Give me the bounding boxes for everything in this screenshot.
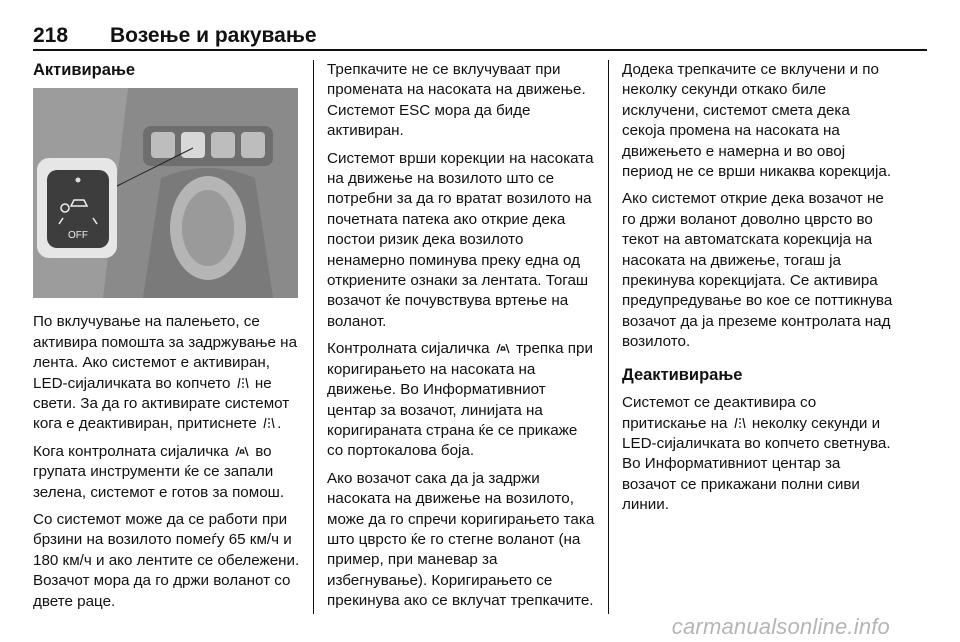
paragraph-6 bbox=[327, 339, 597, 461]
console-illustration bbox=[33, 88, 298, 298]
text: Кога контролната сијаличка bbox=[33, 442, 229, 460]
text: неколку секунди и LED-сијаличката во копчето светнува. Во Информативниот центар за возачот се прикажани полни сиви линии. bbox=[622, 414, 891, 514]
text: Системот се деактивира со притискање на bbox=[622, 394, 817, 432]
lane-assist-button-icon bbox=[237, 377, 249, 389]
text: во групата инструменти ќе се запали зелена, системот е готов за помош. bbox=[33, 442, 285, 501]
heading-deactivation: Деактивирање bbox=[622, 365, 743, 384]
paragraph-7: Ако возачот сака да ја задржи насоката на движење на возилото, може да го спречи коригирањето така што цврсто ќе го стегне воланот (на пример, при маневар за избегнување). Коригирањето се прекинува ако се вклучат трепкачите. bbox=[327, 469, 595, 610]
paragraph-9: Ако системот открие дека возачот не го држи воланот доволно цврсто во текот на автоматската корекција на насоката на движење, тогаш ја прекинува корекцијата. Се активира предупредување во кое се поттикнува возачот да ја преземе контролата над возилото. bbox=[622, 190, 893, 351]
header-rule bbox=[33, 49, 927, 51]
paragraph-1 bbox=[33, 312, 303, 434]
page-header bbox=[33, 24, 317, 48]
lane-assist-button-icon bbox=[263, 417, 275, 429]
text: не свети. За да го активирате системот кога е деактивиран, притиснете bbox=[33, 374, 290, 433]
column-divider-2 bbox=[608, 60, 609, 614]
text: По вклучување на палењето, се активира помошта за задржување на лента. Ако системот е активиран, LED-сијаличката во копчето bbox=[33, 313, 298, 392]
paragraph-2 bbox=[33, 442, 303, 503]
page-number: 218 bbox=[33, 24, 69, 47]
section-title: Возење и ракување bbox=[110, 24, 317, 47]
column-3 bbox=[622, 60, 894, 523]
paragraph-10 bbox=[622, 393, 894, 515]
column-2 bbox=[327, 60, 597, 619]
console-photo bbox=[33, 88, 298, 298]
lane-assist-button-icon bbox=[734, 417, 746, 429]
column-divider-1 bbox=[313, 60, 314, 614]
heading-activation: Активирање bbox=[33, 61, 136, 79]
button-off-label: OFF bbox=[68, 230, 88, 242]
paragraph-3: Со системот може да се работи при брзини на возилото помеѓу 65 км/ч и 180 км/ч и ако лентите се обележени. Возачот мора да го држи воланот со двете раце. bbox=[33, 511, 300, 610]
paragraph-8: Додека трепкачите се вклучени и по неколку секунди откако биле исклучени, системот смета дека секоја промена на насоката на движењето е намерна и во овој период не се врши никаква корекција. bbox=[622, 61, 892, 181]
watermark: carmanualsonline.info bbox=[671, 614, 890, 639]
column-1 bbox=[33, 60, 303, 619]
lane-assist-lamp-icon bbox=[235, 445, 249, 457]
text: Контролната сијаличка bbox=[327, 340, 490, 358]
text: трепка при коригирањето на насоката на движење. Во Информативниот центар за возачот, линијата на коригираната страна ќе се прикаже со портокалова боја. bbox=[327, 340, 593, 460]
paragraph-5: Системот врши корекции на насоката на движење на возилото што се потребни за да го вратат возилото на почетната патека ако открие дека постои ризик дека возилото ненамерно поминува преку една од откриените ознаки за лентата. Тогаш возачот ќе почувствува вртење на воланот. bbox=[327, 149, 594, 330]
text: . bbox=[277, 415, 282, 433]
lane-assist-lamp-icon bbox=[496, 342, 510, 354]
paragraph-4: Трепкачите не се вклучуваат при промената на насоката на движење. Системот ESC мора да биде активиран. bbox=[327, 61, 586, 140]
